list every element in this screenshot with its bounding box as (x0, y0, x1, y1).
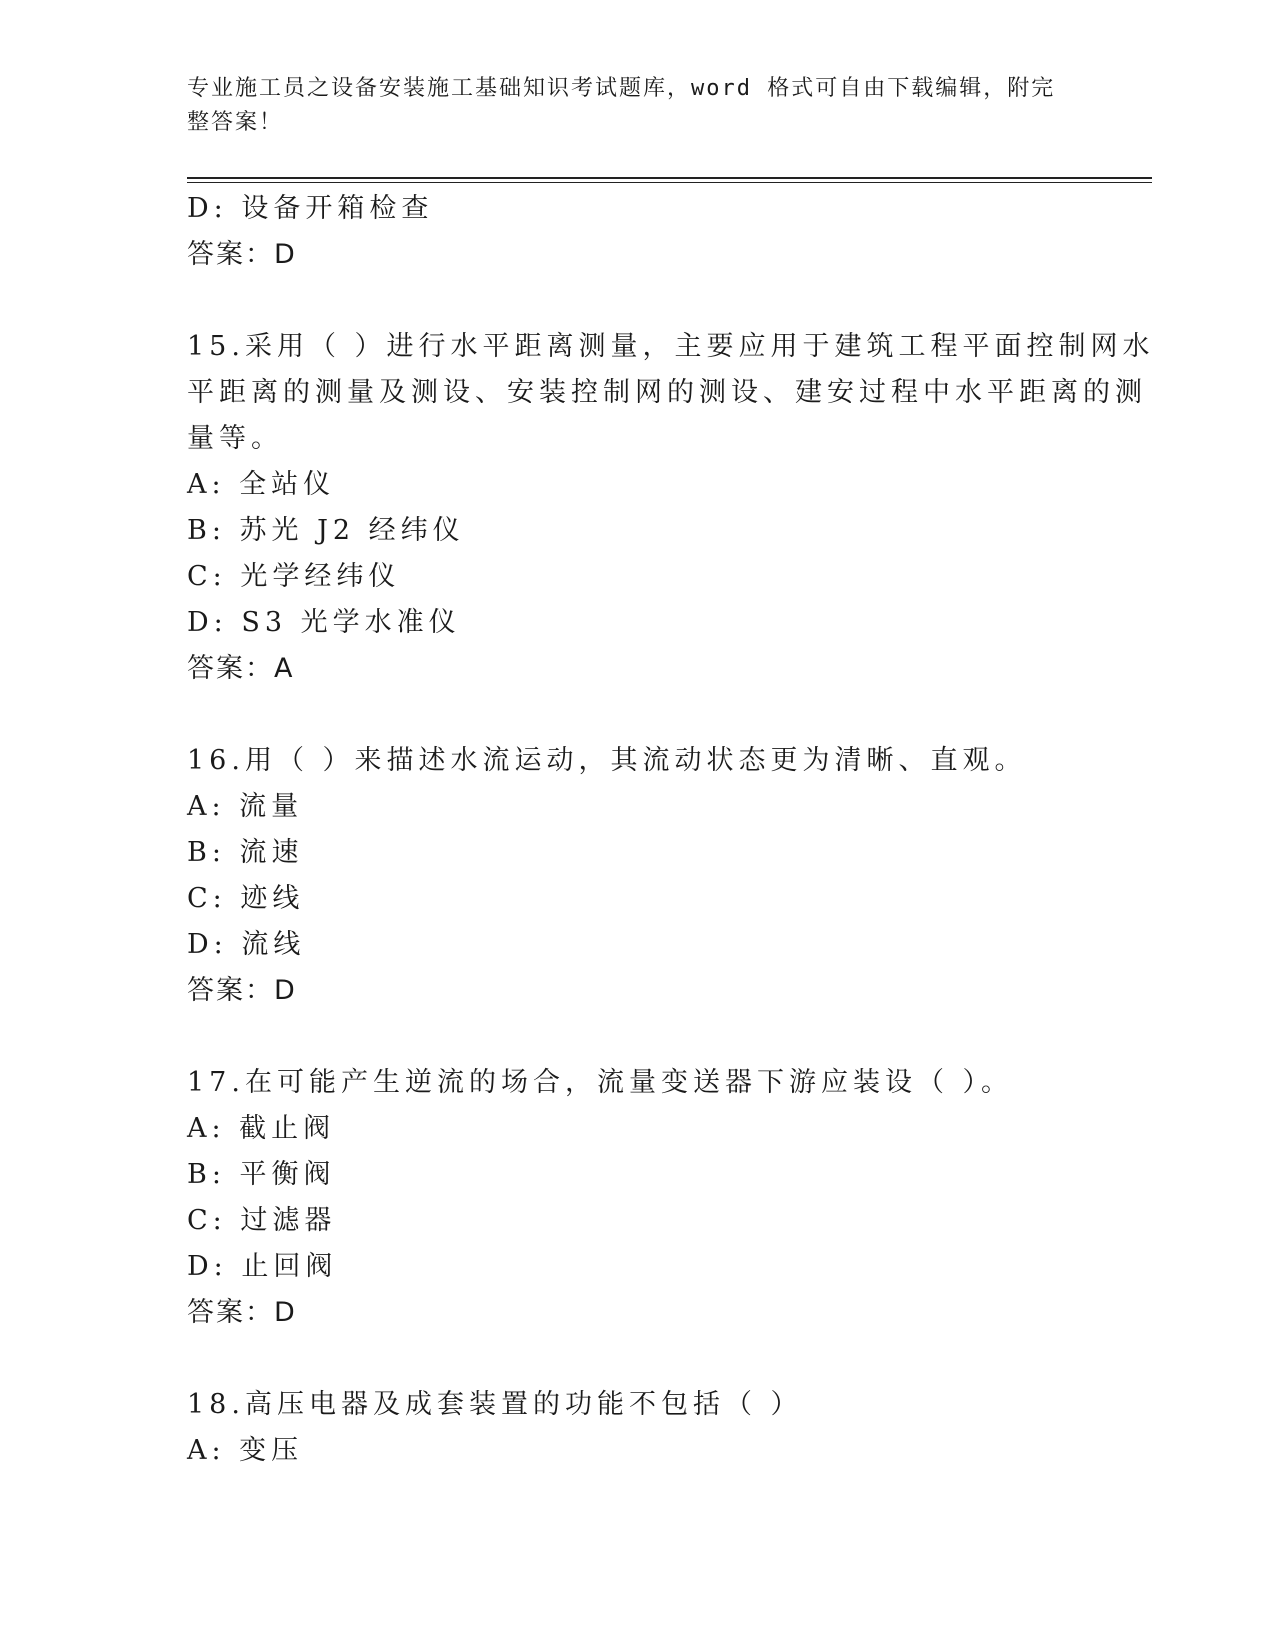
document-header (187, 72, 1067, 140)
question-17 (187, 1060, 1087, 1336)
option-a: A: 变压 (187, 1435, 304, 1466)
question-list (187, 186, 1155, 1474)
header-line-2: 整答案！ (187, 110, 284, 135)
option-d: D: 设备开箱检查 (187, 193, 434, 224)
header-divider-thin (187, 182, 1152, 183)
spacer (187, 1014, 1087, 1060)
question-18 (187, 1382, 1087, 1474)
question-stem-line: 15.采用（ ）进行水平距离测量，主要应用于建筑工程平面控制网水 (187, 331, 1155, 362)
option-c: C: 迹线 (187, 883, 305, 914)
spacer (187, 692, 1087, 738)
answer-line: 答案：D (187, 975, 297, 1006)
option-d: D: 流线 (187, 929, 306, 960)
question-stem-line: 平距离的测量及测设、安装控制网的测设、建安过程中水平距离的测 (187, 377, 1147, 408)
option-a: A: 截止阀 (187, 1113, 336, 1144)
answer-line: 答案：A (187, 653, 295, 684)
option-b: B: 平衡阀 (187, 1159, 336, 1190)
header-line-1: 专业施工员之设备安装施工基础知识考试题库，word 格式可自由下载编辑，附完 (187, 76, 1056, 101)
option-d: D: 止回阀 (187, 1251, 338, 1282)
option-b: B: 流速 (187, 837, 304, 868)
option-a: A: 全站仪 (187, 469, 336, 500)
question-15 (187, 324, 1155, 692)
spacer (187, 1336, 1087, 1382)
header-divider (187, 177, 1152, 179)
spacer (187, 278, 1087, 324)
option-d: D: S3 光学水准仪 (187, 607, 461, 638)
question-16 (187, 738, 1087, 1014)
question-stem-line: 18.高压电器及成套装置的功能不包括（ ） (187, 1389, 803, 1420)
answer-line: 答案：D (187, 239, 297, 270)
answer-line: 答案：D (187, 1297, 297, 1328)
question-stem-line: 量等。 (187, 423, 283, 454)
option-b: B: 苏光 J2 经纬仪 (187, 515, 465, 546)
question-stem-line: 17.在可能产生逆流的场合，流量变送器下游应装设（ ）。 (187, 1067, 1014, 1098)
option-c: C: 光学经纬仪 (187, 561, 401, 592)
question-stem-line: 16.用（ ）来描述水流运动，其流动状态更为清晰、直观。 (187, 745, 1027, 776)
option-a: A: 流量 (187, 791, 304, 822)
option-c: C: 过滤器 (187, 1205, 337, 1236)
